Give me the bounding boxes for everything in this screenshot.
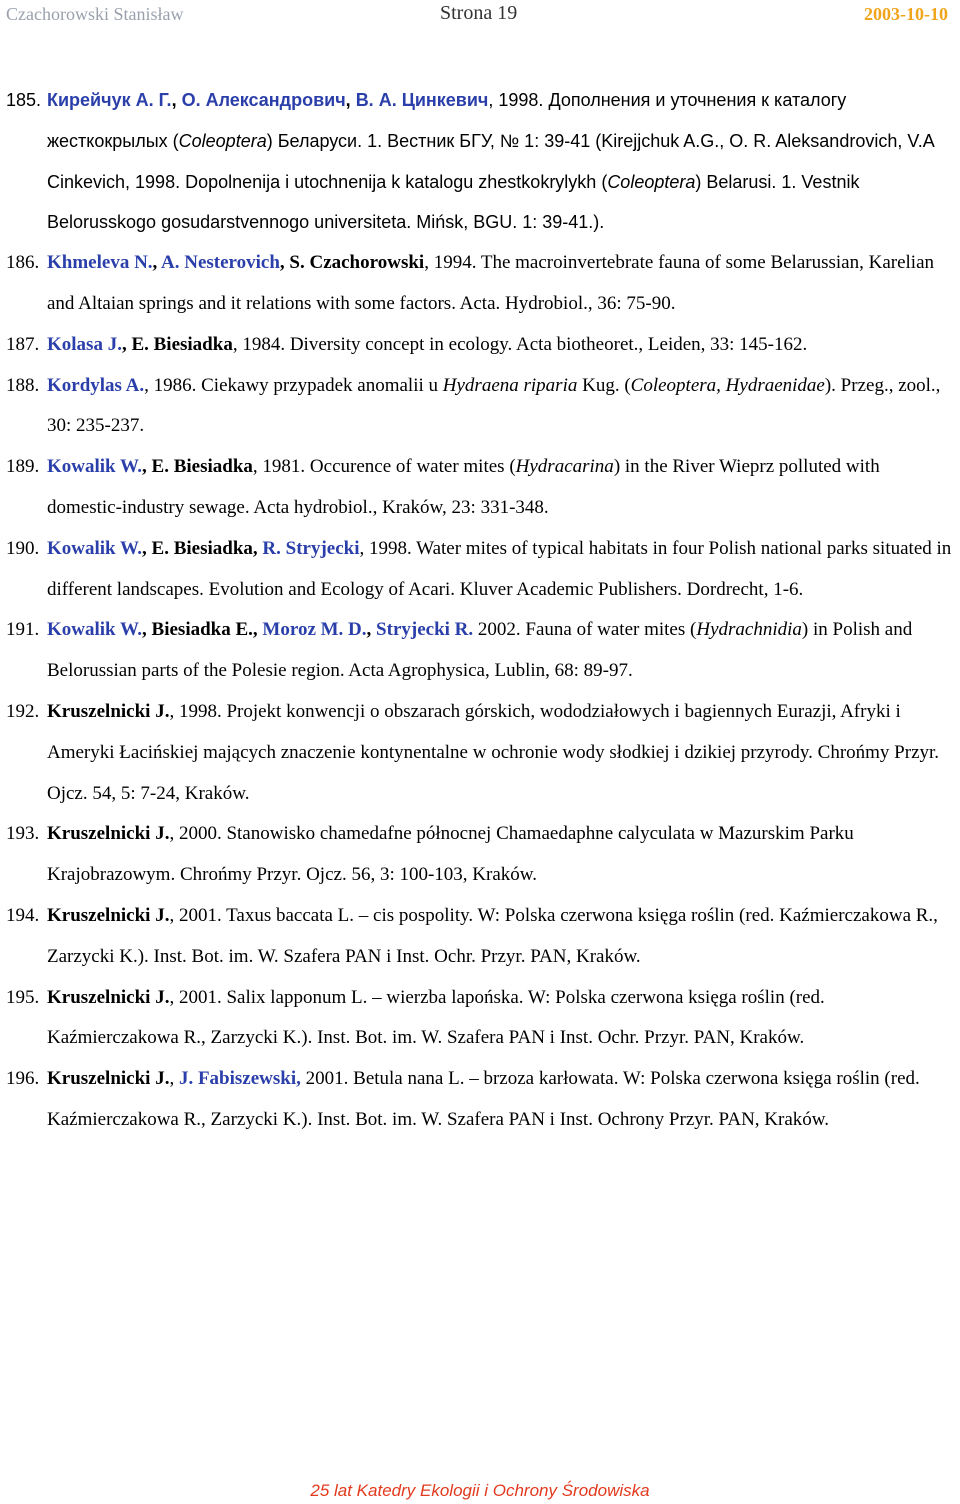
entry-number: 189. [6, 456, 40, 478]
citation-text: ) Belarusi. 1. Vestnik Belorusskogo gosudarstvennogo universiteta. Mińsk, BGU. 1: 39-41.). [47, 171, 860, 233]
bibliography-entry [6, 610, 956, 692]
author-name: , E. Biesiadka [121, 333, 233, 355]
citation-text: , 2001. Salix lapponum L. – wierzba lapońska. W: Polska czerwona księga roślin (red. Kaźmierczakowa R., Zarzycki K.). Inst. Bot. im. W. Szafera PAN i Inst. Ochr. Przyr. PAN, Kraków. [47, 986, 825, 1049]
bibliography-entry [6, 978, 956, 1060]
author-link[interactable]: Kowalik W. [47, 537, 143, 559]
author-link[interactable]: Moroz M. D. [262, 619, 367, 641]
author-link[interactable]: Kowalik W. [47, 619, 143, 641]
author-link[interactable]: Кирейчук А. Г. [47, 90, 172, 110]
author-link[interactable]: R. Stryjecki [262, 537, 360, 559]
entry-number: 190. [6, 537, 40, 559]
entry-number: 193. [6, 823, 40, 845]
entry-number: 186. [6, 252, 40, 274]
citation-text: , 1998. Water mites of typical habitats in four Polish national parks situated in different landscapes. Evolution and Ecology of Acari. Kluver Academic Publishers. Dordrecht, 1-6. [47, 537, 952, 600]
author-link[interactable]: О. Александрович [181, 90, 346, 110]
entry-number: 185. [6, 90, 42, 110]
author-name: , [152, 252, 161, 274]
entry-number: 194. [6, 904, 40, 926]
citation-text: 2001. Betula nana L. – brzoza karłowata. W: Polska czerwona księga roślin (red. Kaźmierczakowa R., Zarzycki K.). Inst. Bot. im. W. Szafera PAN i Inst. Ochrony Przyr. PAN, Kraków. [47, 1068, 920, 1130]
author-link[interactable]: A. Nesterovich [161, 252, 280, 274]
entry-number: 192. [6, 700, 40, 722]
author-link[interactable]: Khmeleva N. [47, 252, 153, 274]
author-name: Kruszelnicki J. [47, 823, 170, 845]
header-author: Czachorowski Stanisław [6, 4, 184, 24]
citation-text: ) Беларуси. 1. Вестник БГУ, № 1: 39-41 (Kirejjchuk A.G., O. R. Aleksandrovich, V.A Cinkevich, 1998. Dopolnenija i utochnenija k katalogu zhestkokrylykh ( [47, 130, 934, 192]
header-date: 2003-10-10 [864, 4, 948, 24]
author-link[interactable]: В. А. Цинкевич [355, 90, 489, 110]
taxon-name: Hydracarina [515, 456, 614, 478]
citation-text: , 1981. Occurence of water mites ( [252, 456, 516, 478]
author-link[interactable]: Kolasa J. [47, 333, 122, 355]
author-name: , E. Biesiadka [142, 456, 253, 478]
citation-text: , [169, 1068, 179, 1090]
bibliography-list [6, 80, 956, 1141]
citation-text: Kug. ( [577, 374, 631, 396]
citation-text: ). Przeg., zool., 30: 235-237. [47, 374, 941, 437]
author-name: , S. Czachorowski [279, 252, 425, 274]
taxon-name: Coleoptera, Hydraenidae [630, 374, 825, 396]
author-link[interactable]: Kowalik W. [47, 456, 143, 478]
bibliography-entry [6, 325, 956, 366]
citation-text: , 1998. Дополнения и уточнения к каталогу жесткокрылых ( [47, 90, 847, 151]
author-link[interactable]: J. Fabiszewski, [178, 1068, 301, 1090]
citation-text: , 1994. The macroinvertebrate fauna of some Belarussian, Karelian and Altaian springs and it relations with some factors. Acta. Hydrobiol., 36: 75-90. [47, 252, 935, 314]
author-name: , Biesiadka E., [142, 619, 263, 641]
author-name: , [366, 619, 377, 641]
taxon-name: Coleoptera [607, 171, 696, 192]
author-link[interactable]: Stryjecki R. [376, 619, 474, 641]
author-name: , [345, 90, 356, 110]
taxon-name: Hydraena riparia [442, 374, 578, 396]
author-name: Kruszelnicki J. [47, 700, 170, 722]
bibliography-entry [6, 80, 956, 243]
citation-text: ) in Polish and Belorussian parts of the Polesie region. Acta Agrophysica, Lublin, 68: 89-97. [47, 619, 913, 682]
page-header [0, 0, 960, 32]
citation-text: , 1986. Ciekawy przypadek anomalii u [144, 374, 443, 396]
author-name: Kruszelnicki J. [47, 904, 170, 926]
bibliography-entry [6, 447, 956, 529]
entry-number: 195. [6, 986, 40, 1008]
entry-number: 196. [6, 1068, 40, 1090]
bibliography-entry [6, 366, 956, 448]
author-name: , E. Biesiadka, [142, 537, 263, 559]
citation-text: , 2000. Stanowisko chamedafne północnej Chamaedaphne calyculata w Mazurskim Parku Krajobrazowym. Chrońmy Przyr. Ojcz. 56, 3: 100-103, Kraków. [47, 823, 854, 886]
bibliography-entry [6, 814, 956, 896]
author-link[interactable]: Kordylas A. [47, 374, 145, 396]
bibliography-entry [6, 692, 956, 814]
author-name: , [171, 90, 182, 110]
bibliography-entry [6, 896, 956, 978]
bibliography-entry [6, 529, 956, 611]
entry-number: 188. [6, 374, 40, 396]
page-footer: 25 lat Katedry Ekologii i Ochrony Środowiska [310, 1481, 650, 1500]
bibliography-entry [6, 243, 956, 325]
entry-number: 187. [6, 333, 40, 355]
citation-text: 2002. Fauna of water mites ( [473, 619, 697, 641]
bibliography-entry [6, 1059, 956, 1141]
citation-text: ) in the River Wieprz polluted with domestic-industry sewage. Acta hydrobiol., Kraków, 23: 331-348. [47, 456, 880, 518]
author-name: Kruszelnicki J. [47, 986, 170, 1008]
citation-text: , 2001. Taxus baccata L. – cis pospolity. W: Polska czerwona księga roślin (red. Kaźmierczakowa R., Zarzycki K.). Inst. Bot. im. W. Szafera PAN i Inst. Ochr. Przyr. PAN, Kraków. [47, 904, 938, 967]
author-name: Kruszelnicki J. [47, 1068, 170, 1090]
taxon-name: Hydrachnidia [696, 619, 802, 641]
citation-text: , 1984. Diversity concept in ecology. Acta biotheoret., Leiden, 33: 145-162. [232, 333, 808, 355]
taxon-name: Coleoptera [178, 130, 267, 151]
entry-number: 191. [6, 619, 40, 641]
citation-text: , 1998. Projekt konwencji o obszarach górskich, wododziałowych i bagiennych Eurazji, Afryki i Ameryki Łacińskiej mających znaczenie kontynentalne w ochronie wody słodkiej i dzikiej przyrody. Chrońmy Przyr. Ojcz. 54, 5: 7-24, Kraków. [47, 700, 940, 804]
header-page-number: Strona 19 [440, 2, 518, 24]
